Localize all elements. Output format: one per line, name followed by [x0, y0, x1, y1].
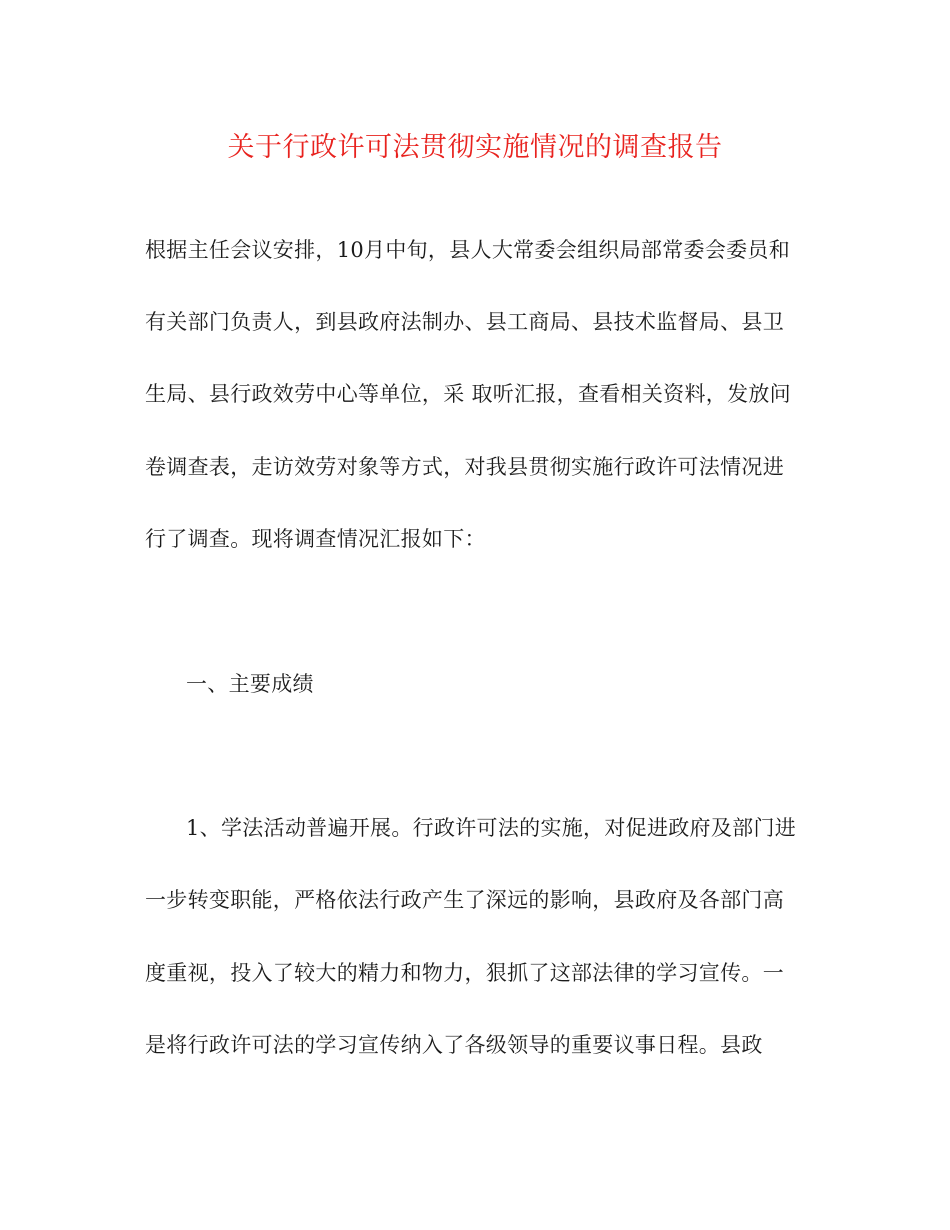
paragraph-line: 根据主任会议安排，10月中旬，县人大常委会组织局部常委会委员和	[145, 238, 791, 262]
paragraph-line: 卷调查表，走访效劳对象等方式，对我县贯彻实施行政许可法情况进	[145, 455, 784, 479]
paragraph-line: 1、学法活动普遍开展。行政许可法的实施，对促进政府及部门进	[186, 816, 797, 840]
paragraph-line: 行了调查。现将调查情况汇报如下：	[145, 527, 486, 551]
paragraph-line: 有关部门负责人，到县政府法制办、县工商局、县技术监督局、县卫	[145, 310, 784, 334]
paragraph-line: 生局、县行政效劳中心等单位，采 取听汇报，查看相关资料，发放问	[145, 382, 791, 406]
paragraph-line: 度重视，投入了较大的精力和物力，狠抓了这部法律的学习宣传。一	[145, 961, 784, 985]
document-title: 关于行政许可法贯彻实施情况的调查报告	[227, 132, 723, 163]
paragraph-line: 一步转变职能，严格依法行政产生了深远的影响，县政府及各部门高	[145, 888, 784, 912]
paragraph-line: 是将行政许可法的学习宣传纳入了各级领导的重要议事日程。县政	[145, 1033, 763, 1057]
section-heading: 一、主要成绩	[186, 672, 314, 696]
